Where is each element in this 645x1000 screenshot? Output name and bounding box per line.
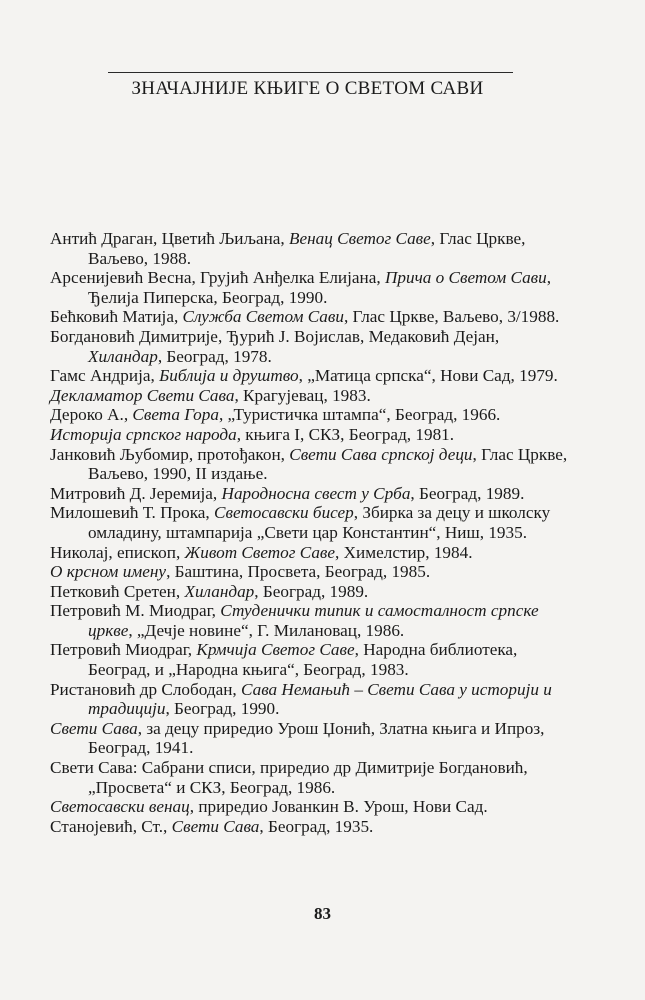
entry-title: Свети Сава српској деци (289, 444, 473, 464)
entry-text: Ристановић др Слободан, (50, 679, 242, 699)
entry-title: Декламатор Свети Сава (50, 385, 235, 405)
entry-title: Служба Светом Сави (182, 307, 344, 327)
entry-title: Венац Светог Саве (289, 229, 431, 248)
bibliography-entry (50, 601, 570, 640)
entry-title: Библија и друштво (159, 366, 299, 386)
entry-title: Живот Светог Саве (184, 542, 336, 562)
entry-text: Станојевић, Ст., (50, 816, 172, 836)
bibliography-entry (50, 484, 570, 504)
bibliography-entry (50, 307, 570, 327)
entry-text: , Народна библиотека, Београд, и „Народна књига“, Београд, 1983. (88, 640, 518, 680)
entry-text: , за децу приредио Урош Џонић, Златна књига и Ипроз, Београд, 1941. (88, 718, 545, 758)
entry-text: Бећковић Матија, (50, 307, 183, 327)
bibliography-entry (50, 719, 570, 758)
entry-title: Светосавски бисер (214, 503, 354, 523)
entry-text: , Збирка за децу и школску омладину, штампарија „Свети цар Константин“, Ниш, 1935. (88, 503, 551, 542)
entry-title: Историја српског народа (50, 424, 237, 444)
page-heading: ЗНАЧАЈНИЈЕ КЊИГЕ О СВЕТОМ САВИ (131, 78, 484, 99)
bibliography-entry (50, 386, 570, 406)
entry-text: Милошевић Т. Прока, (50, 503, 215, 523)
entry-title: Светосавски венац (50, 797, 190, 817)
entry-title: Света Гора (132, 405, 219, 425)
entry-text: , Београд, 1990. (165, 699, 280, 719)
entry-text: Петровић Миодраг, (50, 640, 197, 660)
entry-text: Митровић Д. Јеремија, (50, 483, 222, 503)
bibliography-entry (50, 640, 570, 679)
entry-text: , књига I, СКЗ, Београд, 1981. (236, 424, 455, 444)
entry-text: Богдановић Димитрије, Ђурић Ј. Војислав, Медаковић Дејан, (50, 326, 500, 346)
page-number: 83 (314, 904, 331, 923)
bibliography-entry (50, 680, 570, 719)
entry-text: , приредио Јованкин В. Урош, Нови Сад. (189, 797, 488, 817)
bibliography-entry (50, 229, 570, 268)
entry-text: , Химелстир, 1984. (335, 542, 473, 562)
bibliography-entry (50, 503, 570, 542)
bibliography-entry (50, 817, 570, 837)
entry-text: , Крагујевац, 1983. (234, 385, 371, 405)
entry-title: Хиландар (88, 346, 158, 366)
bibliography-list (50, 229, 570, 836)
bibliography-entry (50, 405, 570, 425)
entry-text: , Баштина, Просвета, Београд, 1985. (166, 562, 431, 582)
entry-title: Сава Немањић – Свети Сава у историји и традицији (88, 679, 552, 719)
entry-text: Петровић М. Миодраг, (50, 601, 221, 621)
entry-text: , Београд, 1935. (259, 816, 374, 836)
entry-text: Антић Драган, Цветић Љиљана, (50, 229, 290, 248)
entry-title: Хиландар (184, 581, 255, 601)
entry-text: , Глас Цркве, Ваљево, 1990, II издање. (88, 444, 568, 484)
entry-title: Свети Сава (171, 816, 260, 836)
entry-text: Дероко А., (50, 405, 133, 425)
entry-text: Петковић Сретен, (50, 581, 185, 601)
bibliography-entry (50, 366, 570, 386)
entry-text: Гамс Андрија, (50, 366, 160, 386)
entry-text: Свети Сава: Сабрани списи, приредио др Димитрије Богдановић, „Просвета“ и СКЗ, Београд, 1986. (50, 758, 528, 797)
bibliography-entry (50, 797, 570, 817)
entry-text: , „Дечје новине“, Г. Милановац, 1986. (128, 620, 405, 640)
entry-title: О крсном имену (50, 562, 167, 582)
bibliography-entry (50, 268, 570, 307)
entry-text: , Београд, 1989. (410, 483, 525, 503)
entry-title: Крмчија Светог Саве (196, 640, 355, 660)
bibliography-entry (50, 425, 570, 445)
entry-title: Свети Сава (50, 718, 138, 738)
entry-title: Народносна свест у Срба (221, 483, 411, 503)
bibliography-entry (50, 582, 570, 602)
entry-text: Николај, епископ, (50, 542, 185, 562)
entry-title: Студенички типик и самосталност српске цркве (88, 601, 539, 640)
entry-text: , Глас Цркве, Ваљево, 3/1988. (343, 307, 560, 327)
entry-text: , „Матица српска“, Нови Сад, 1979. (298, 366, 558, 386)
entry-text: , Београд, 1989. (254, 581, 369, 601)
entry-text: , Београд, 1978. (157, 346, 272, 366)
entry-text: , Ђелија Пиперска, Београд, 1990. (88, 268, 552, 307)
bibliography-entry (50, 543, 570, 563)
bibliography-entry (50, 758, 570, 797)
entry-text: , „Туристичка штампа“, Београд, 1966. (218, 405, 501, 425)
entry-text: Арсенијевић Весна, Грујић Анђелка Елијана, (50, 268, 385, 288)
header-rule (108, 72, 513, 73)
entry-title: Прича о Светом Сави (384, 268, 547, 288)
bibliography-entry (50, 562, 570, 582)
entry-text: Јанковић Љубомир, протођакон, (50, 444, 290, 464)
entry-text: , Глас Цркве, Ваљево, 1988. (88, 229, 526, 268)
bibliography-entry (50, 327, 570, 366)
bibliography-entry (50, 445, 570, 484)
